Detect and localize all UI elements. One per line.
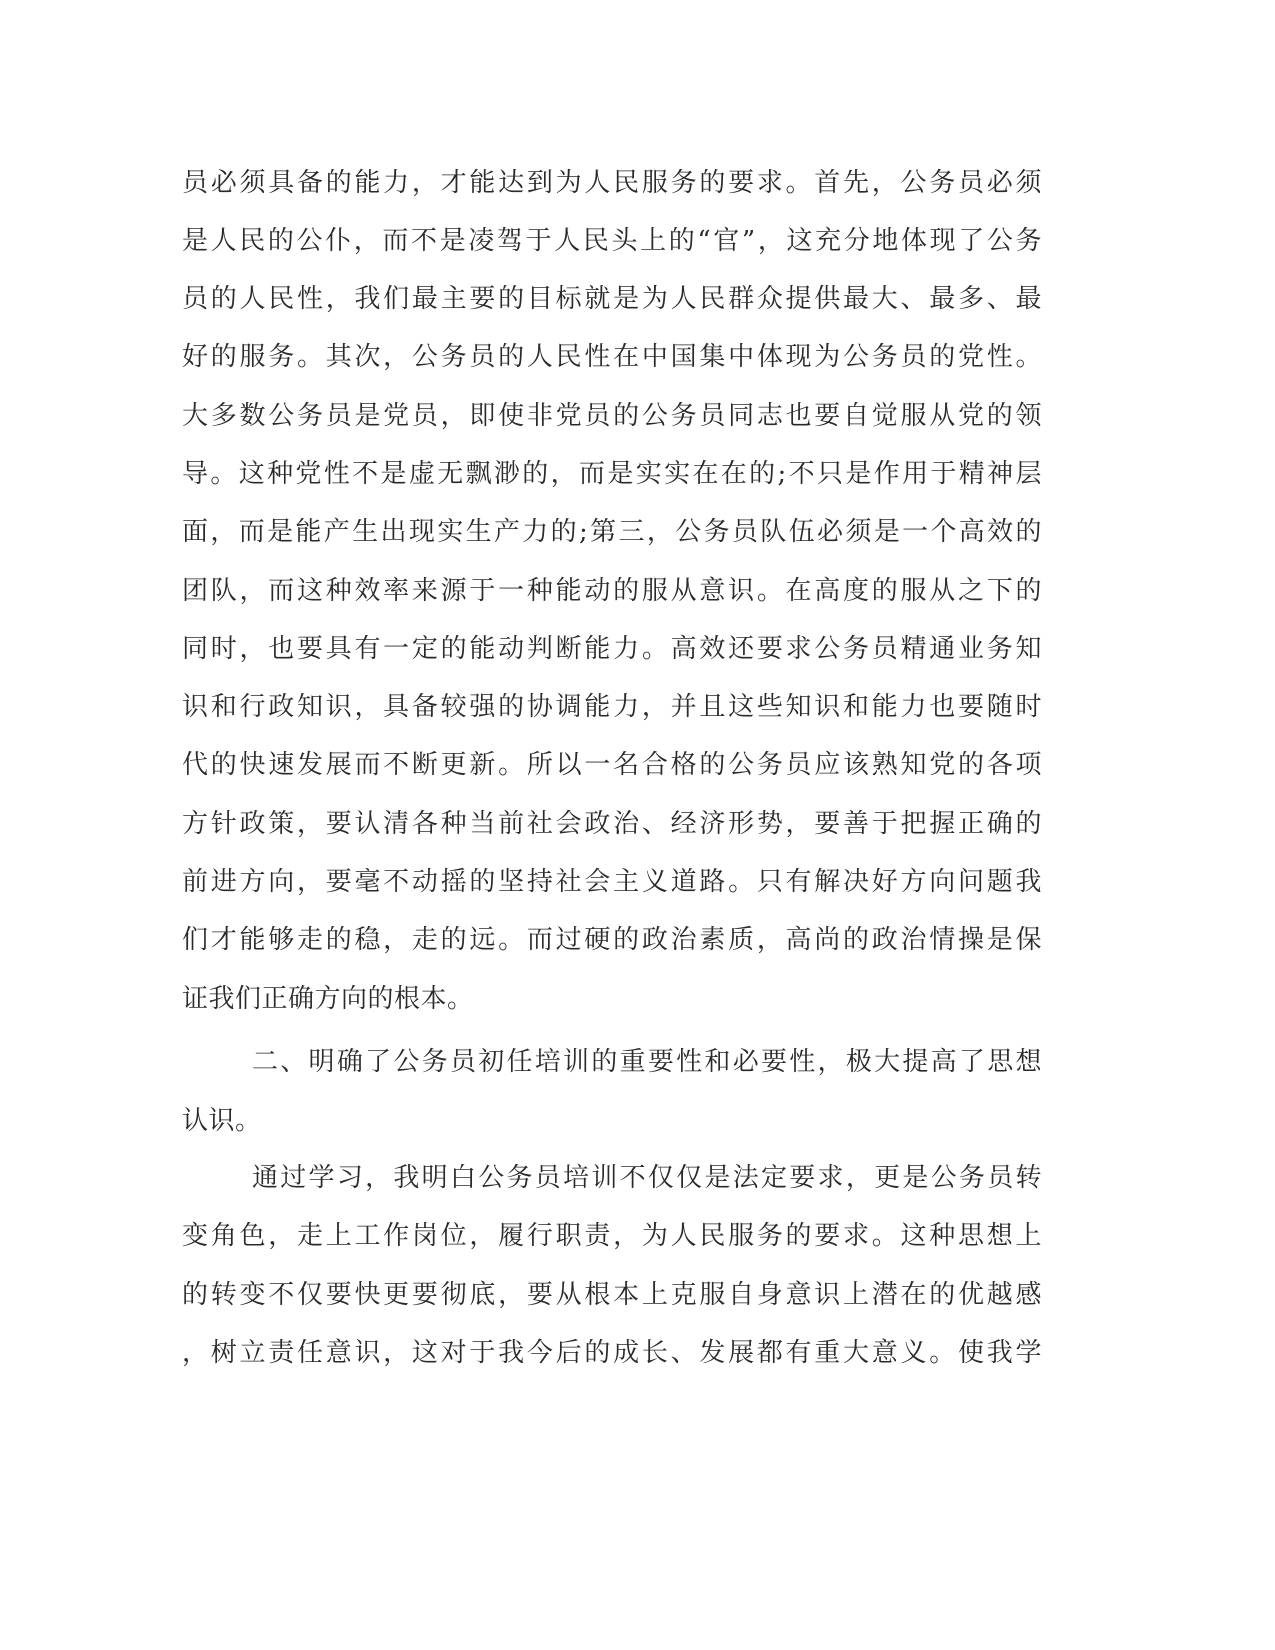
text-line: 大多数公务员是党员，即使非党员的公务员同志也要自觉服从党的领 [182, 401, 1042, 431]
text-line: 面，而是能产生出现实生产力的;第三，公务员队伍必须是一个高效的 [182, 517, 1042, 547]
text-line: 变角色，走上工作岗位，履行职责，为人民服务的要求。这种思想上 [182, 1221, 1042, 1251]
section-heading-line: 二、明确了公务员初任培训的重要性和必要性，极大提高了思想 [252, 1047, 1042, 1077]
text-line: 是人民的公仆，而不是凌驾于人民头上的“官”，这充分地体现了公务 [182, 226, 1042, 256]
section-heading-line: 认识。 [182, 1106, 262, 1136]
text-line: 前进方向，要毫不动摇的坚持社会主义道路。只有解决好方向问题我 [182, 867, 1042, 897]
text-line: 员必须具备的能力，才能达到为人民服务的要求。首先，公务员必须 [182, 168, 1042, 198]
text-line: 好的服务。其次，公务员的人民性在中国集中体现为公务员的党性。 [182, 342, 1042, 372]
text-line: ，树立责任意识，这对于我今后的成长、发展都有重大意义。使我学 [182, 1338, 1042, 1368]
text-line: 们才能够走的稳，走的远。而过硬的政治素质，高尚的政治情操是保 [182, 925, 1042, 955]
text-line: 同时，也要具有一定的能动判断能力。高效还要求公务员精通业务知 [182, 634, 1042, 664]
text-line: 方针政策，要认清各种当前社会政治、经济形势，要善于把握正确的 [182, 809, 1042, 839]
text-line: 识和行政知识，具备较强的协调能力，并且这些知识和能力也要随时 [182, 692, 1042, 722]
text-line: 员的人民性，我们最主要的目标就是为人民群众提供最大、最多、最 [182, 284, 1042, 314]
text-line: 的转变不仅要快更要彻底，要从根本上克服自身意识上潜在的优越感 [182, 1280, 1042, 1310]
text-line: 代的快速发展而不断更新。所以一名合格的公务员应该熟知党的各项 [182, 750, 1042, 780]
text-line: 通过学习，我明白公务员培训不仅仅是法定要求，更是公务员转 [252, 1163, 1042, 1193]
text-line: 证我们正确方向的根本。 [182, 984, 474, 1014]
text-line: 团队，而这种效率来源于一种能动的服从意识。在高度的服从之下的 [182, 576, 1042, 606]
text-line: 导。这种党性不是虚无飘渺的，而是实实在在的;不只是作用于精神层 [182, 459, 1042, 489]
